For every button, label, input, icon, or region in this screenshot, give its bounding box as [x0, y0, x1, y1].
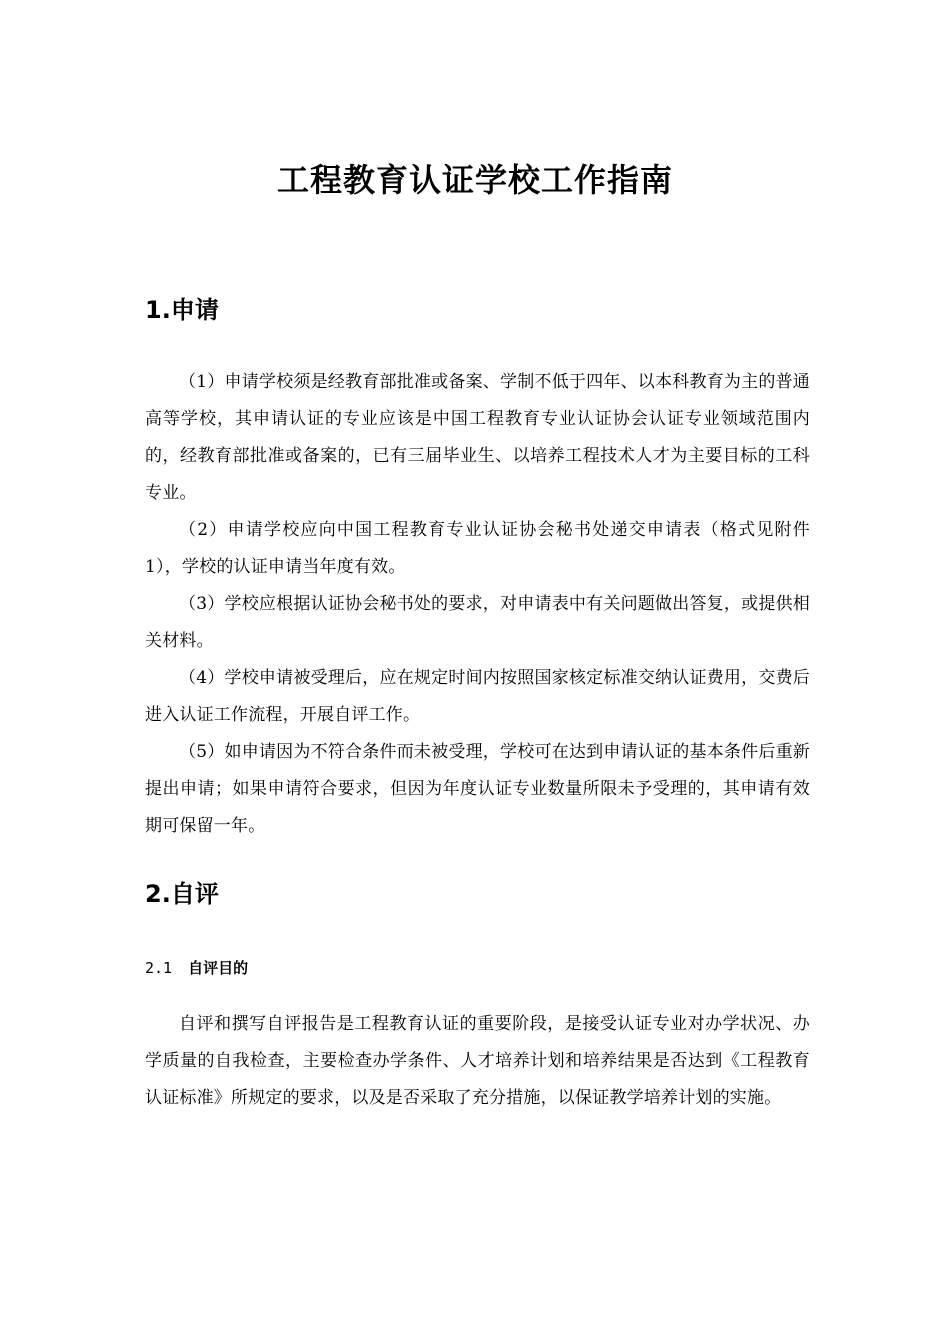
subsection-title: 自评目的: [188, 959, 249, 977]
paragraph-apply-5: （5）如申请因为不符合条件而未被受理，学校可在达到申请认证的基本条件后重新提出申请；如果申请符合要求，但因为年度认证专业数量所限未予受理的，其申请有效期可保留一年。: [145, 742, 810, 836]
document-title: 工程教育认证学校工作指南: [276, 161, 673, 199]
section-heading-apply: 1.申请: [145, 296, 219, 324]
subsection-heading-2-1: [145, 956, 248, 980]
subsection-number: 2.1: [145, 959, 173, 977]
paragraph-apply-3: （3）学校应根据认证协会秘书处的要求，对申请表中有关问题做出答复，或提供相关材料。: [145, 594, 810, 651]
section-heading-self-evaluation: 2.自评: [145, 880, 219, 908]
paragraph-apply-4: （4）学校申请被受理后，应在规定时间内按照国家核定标准交纳认证费用，交费后进入认证工作流程，开展自评工作。: [145, 668, 810, 725]
paragraph-apply-2: （2）申请学校应向中国工程教育专业认证协会秘书处递交申请表（格式见附件 1），学校的认证申请当年度有效。: [145, 520, 810, 577]
paragraph-self-eval-purpose: 自评和撰写自评报告是工程教育认证的重要阶段，是接受认证专业对办学状况、办学质量的自我检查，主要检查办学条件、人才培养计划和培养结果是否达到《工程教育认证标准》所规定的要求，以及是否采取了充分措施，以保证教学培养计划的实施。: [145, 1014, 810, 1108]
paragraph-apply-1: （1）申请学校须是经教育部批准或备案、学制不低于四年、以本科教育为主的普通高等学校，其申请认证的专业应该是中国工程教育专业认证协会认证专业领域范围内的，经教育部批准或备案的，已有三届毕业生、以培养工程技术人才为主要目标的工科专业。: [145, 372, 810, 503]
